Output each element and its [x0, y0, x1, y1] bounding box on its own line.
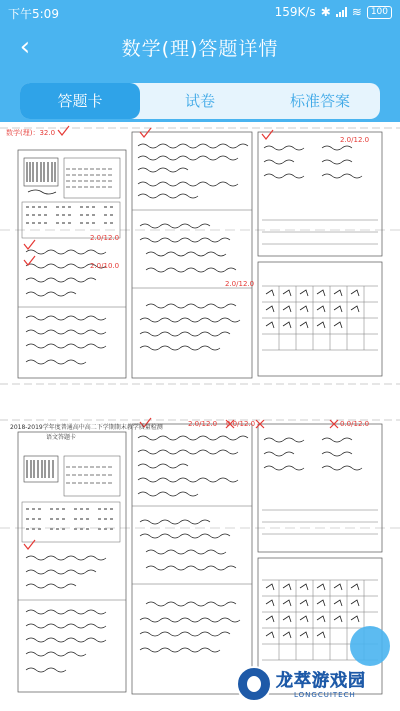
score-q13: 2.0/12.0 [90, 234, 120, 242]
status-bar [0, 0, 400, 26]
answer-sheet-page-1 [0, 122, 400, 390]
score-q15: 2.0/12.0 [225, 280, 255, 288]
tab-exam-paper[interactable]: 试卷 [184, 92, 215, 110]
score-q17: 2.0/12.0 [340, 136, 370, 144]
page-title: 数学(理)答题详情 [121, 38, 279, 60]
watermark-sub: LONGCUITECH [294, 691, 356, 699]
sheet-header: 2018-2019学年度普通高中高二下学期期末教学质量检测 [10, 424, 163, 431]
arrow-left-icon: ‹ [19, 32, 31, 62]
score-q15-p2: 0.0/12.0 [340, 420, 370, 428]
sheet-subtitle: 语文答题卡 [46, 434, 77, 441]
wifi-icon: ≋ [351, 5, 362, 19]
title-bar [0, 28, 400, 68]
score-q13-p2: 2.0/12.0 [188, 420, 218, 428]
status-time: 下午5:09 [8, 7, 59, 21]
tab-answer-sheet[interactable]: 答题卡 [20, 83, 140, 119]
app-header [0, 0, 400, 122]
floating-action-button[interactable] [350, 626, 390, 666]
site-watermark [232, 664, 398, 708]
speed-indicator: 159K/s [274, 5, 316, 19]
score-q14-p2: 0.0/12.0 [226, 420, 256, 428]
total-score: 数学(理)：32.0 [6, 129, 56, 137]
bluetooth-icon: ✱ [320, 5, 331, 19]
tab-standard-answer[interactable]: 标准答案 [289, 92, 350, 110]
score-q14: 2.0/10.0 [90, 262, 120, 270]
scanned-sheet-1 [0, 122, 400, 390]
watermark-name: 龙萃游戏园 [276, 671, 366, 691]
watermark-logo [236, 666, 272, 702]
battery-icon: 100 [367, 6, 392, 19]
status-icons [275, 5, 392, 19]
tab-bar [20, 83, 380, 119]
signal-icon [336, 7, 347, 17]
